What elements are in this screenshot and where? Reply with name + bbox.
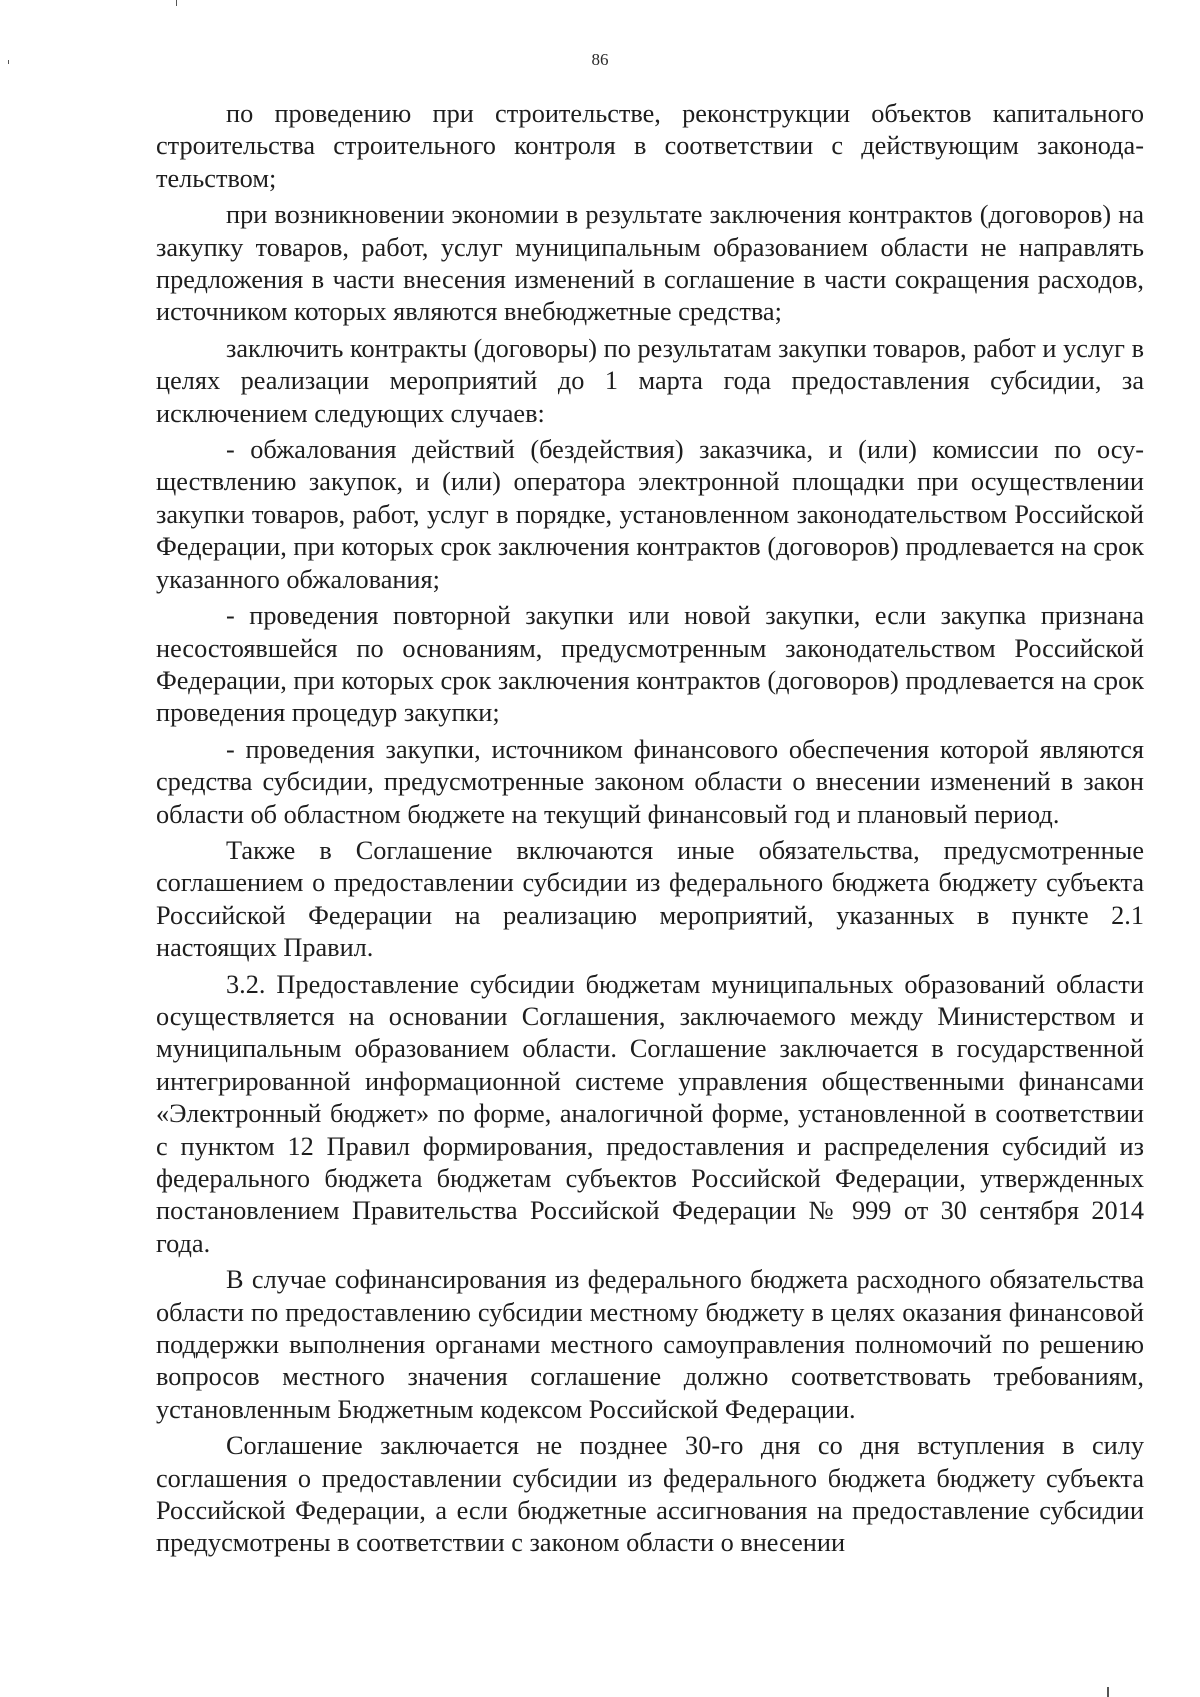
paragraph-construction-control: по проведению при строительстве, реконструкции объектов капитального строительства строительного контроля в соответствии с действующим законодательством;	[156, 99, 1144, 193]
paragraph-contracts-deadline: заключить контракты (договоры) по результатам закупки товаров, работ и услуг в целях реализации мероприятий до 1 марта года предоставления субсидии, за исключением следующих случаев:	[156, 333, 1144, 428]
paragraph-exception-appeal: - обжалования действий (бездействия) заказчика, и (или) комиссии по осуществлению закупок, и (или) оператора электронной площадки при осуществлении закупки товаров, работ, услуг в порядке, установленном законодательством Российской Федерации, при которых срок заключения контрактов (договоров) продлевается на срок указанного обжалования;	[156, 435, 1144, 594]
scan-mark-top-left	[176, 0, 177, 6]
scan-mark-bottom-right	[1107, 1687, 1109, 1697]
paragraph-exception-subsidy-procurement: - проведения закупки, источником финансового обеспечения которой являются средства субсидии, предусмотренные законом области о внесении изменений в закон области об областном бюджете на текущий финансовый год и плановый период.	[156, 734, 1144, 829]
paragraph-savings: при возникновении экономии в результате заключения контрактов (договоров) на закупку товаров, работ, услуг муниципальным образованием области не направлять предложения в части внесения изменений в соглашение в части сокращения расходов, источником которых являются внебюджетные средства;	[156, 200, 1144, 327]
paragraph-cofinancing: В случае софинансирования из федерального бюджета расходного обязательства области по предоставлению субсидии местному бюджету в целях оказания финансовой поддержки выполнения органами местного самоуправления полномочий по решению вопросов местного значения соглашение должно соответствовать требованиям, установленным Бюджетным кодексом Российской Федерации.	[156, 1265, 1144, 1424]
paragraph-other-obligations: Также в Соглашение включаются иные обязательства, предусмотренные соглашением о предоставлении субсидии из федерального бюджета бюджету субъекта Российской Федерации на реализацию мероприятий, указанных в пункте 2.1 настоящих Правил.	[156, 835, 1144, 963]
document-body	[156, 98, 1144, 1560]
paragraph-exception-repeat-procurement: - проведения повторной закупки или новой закупки, если закупка признана несостоявшейся по основаниям, предусмотренным законодательством Российской Федерации, при которых срок заключения контрактов (договоров) продлевается на срок проведения процедур закупки;	[156, 601, 1144, 728]
page-number: 86	[591, 50, 609, 69]
paragraph-section-3-2: 3.2. Предоставление субсидии бюджетам муниципальных образований области осуществляется на основании Соглашения, заключаемого между Министерством и муниципальным образованием области. Соглашение заключается в государственной интегрированной информационной системе управления общественными финансами «Электронный бюджет» по форме, аналогичной форме, установленной в соответствии с пунктом 12 Правил формирования, предоставления и распределения субсидий из федерального бюджета бюджетам субъектов Российской Федерации, утвержденных постановлением Правительства Российской Федерации № 999 от 30 сентября 2014 года.	[156, 969, 1144, 1258]
paragraph-agreement-deadline: Соглашение заключается не позднее 30-го дня со дня вступления в силу соглашения о предоставлении субсидии из федерального бюджета бюджету субъекта Российской Федерации, а если бюджетные ассигнования на предоставление субсидии предусмотрены в соответствии с законом области о внесении	[156, 1431, 1144, 1558]
